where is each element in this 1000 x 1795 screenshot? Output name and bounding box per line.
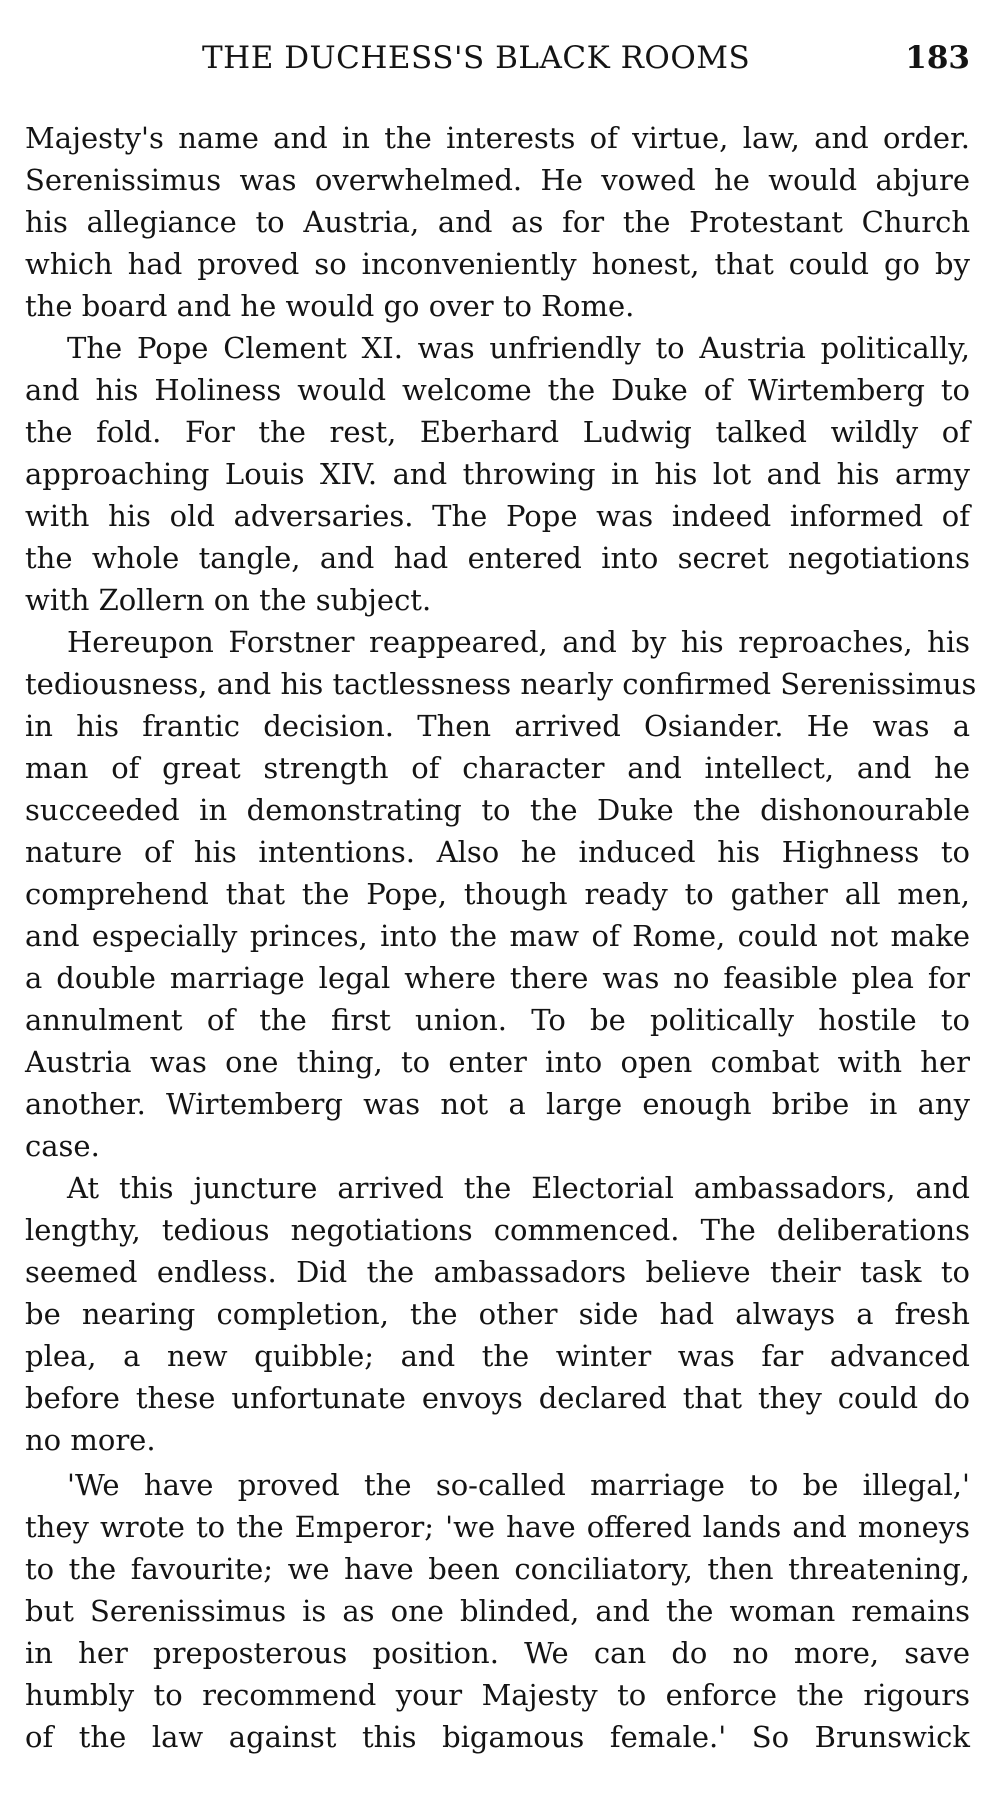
text-line: no more.: [25, 1423, 156, 1457]
text-line: another. Wirtemberg was not a large enough bribe in any: [25, 1087, 970, 1121]
text-line: of the law against this bigamous female.' So Brunswick: [25, 1720, 970, 1754]
running-title: THE DUCHESS'S BLACK ROOMS: [202, 40, 751, 76]
body-text: [25, 117, 977, 1758]
text-line: the board and he would go over to Rome.: [25, 289, 635, 323]
text-line: succeeded in demonstrating to the Duke the dishonourable: [25, 793, 970, 827]
page-number: 183: [905, 40, 970, 76]
text-line: to the favourite; we have been conciliatory, then threatening,: [25, 1552, 970, 1586]
text-line: 'We have proved the so-called marriage to be illegal,': [67, 1468, 970, 1502]
text-line: in his frantic decision. Then arrived Osiander. He was a: [25, 709, 970, 743]
text-line: comprehend that the Pope, though ready to gather all men,: [25, 877, 970, 911]
text-line: in her preposterous position. We can do no more, save: [25, 1636, 970, 1670]
text-line: annulment of the first union. To be politically hostile to: [25, 1003, 970, 1037]
text-line: tediousness, and his tactlessness nearly confirmed Serenissimus: [25, 667, 977, 701]
text-line: the whole tangle, and had entered into secret negotiations: [25, 541, 970, 575]
text-line: lengthy, tedious negotiations commenced. The deliberations: [25, 1213, 970, 1247]
text-line: Austria was one thing, to enter into open combat with her: [25, 1045, 970, 1079]
text-line: Serenissimus was overwhelmed. He vowed he would abjure: [25, 163, 970, 197]
text-line: a double marriage legal where there was no feasible plea for: [25, 961, 970, 995]
text-line: which had proved so inconveniently honest, that could go by: [25, 247, 970, 281]
book-page: [25, 0, 977, 1795]
text-line: and especially princes, into the maw of Rome, could not make: [25, 919, 970, 953]
paragraph-5: [25, 1464, 970, 1758]
text-line: but Serenissimus is as one blinded, and the woman remains: [25, 1594, 970, 1628]
running-head: [25, 40, 970, 80]
text-line: humbly to recommend your Majesty to enforce the rigours: [25, 1678, 970, 1712]
text-line: Majesty's name and in the interests of virtue, law, and order.: [25, 121, 970, 155]
text-line: At this juncture arrived the Electorial ambassadors, and: [67, 1171, 970, 1205]
text-line: with Zollern on the subject.: [25, 583, 432, 617]
text-line: his allegiance to Austria, and as for the Protestant Church: [25, 205, 970, 239]
paragraph-4: [25, 1167, 970, 1461]
text-line: they wrote to the Emperor; 'we have offered lands and moneys: [25, 1510, 970, 1544]
text-line: with his old adversaries. The Pope was indeed informed of: [25, 499, 970, 533]
text-line: Hereupon Forstner reappeared, and by his reproaches, his: [67, 625, 970, 659]
text-line: and his Holiness would welcome the Duke of Wirtemberg to: [25, 373, 970, 407]
paragraph-2: [25, 327, 970, 621]
text-line: case.: [25, 1129, 100, 1163]
text-line: plea, a new quibble; and the winter was far advanced: [25, 1339, 970, 1373]
text-line: approaching Louis XIV. and throwing in his lot and his army: [25, 457, 970, 491]
paragraph-1: [25, 117, 970, 327]
text-line: seemed endless. Did the ambassadors believe their task to: [25, 1255, 970, 1289]
text-line: man of great strength of character and intellect, and he: [25, 751, 970, 785]
text-line: before these unfortunate envoys declared that they could do: [25, 1381, 970, 1415]
text-line: the fold. For the rest, Eberhard Ludwig talked wildly of: [25, 415, 970, 449]
text-line: nature of his intentions. Also he induced his Highness to: [25, 835, 970, 869]
text-line: The Pope Clement XI. was unfriendly to Austria politically,: [67, 331, 970, 365]
text-line: be nearing completion, the other side had always a fresh: [25, 1297, 970, 1331]
paragraph-3: [25, 621, 977, 1167]
